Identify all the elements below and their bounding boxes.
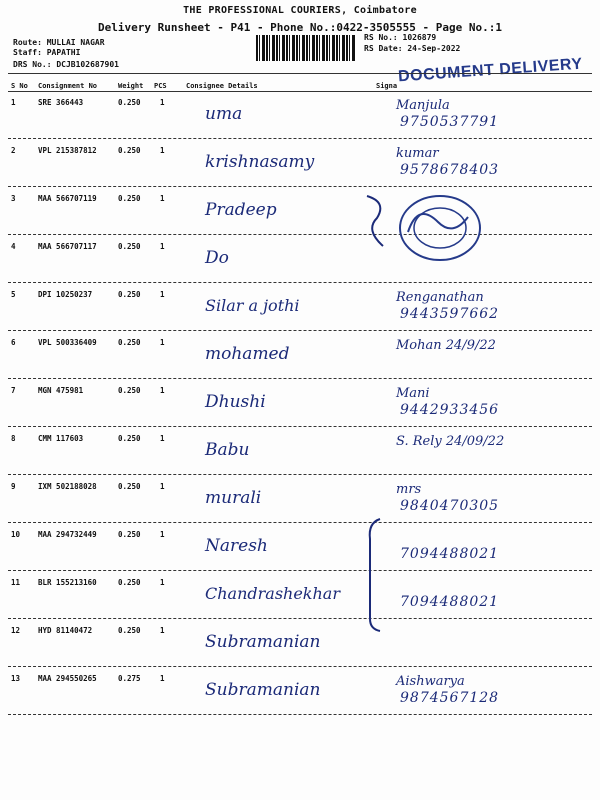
row-sno: 11 [11, 578, 21, 587]
row-signature: Mani [396, 386, 430, 401]
row-consignment: CMM 117603 [38, 434, 84, 443]
row-phone: 9442933456 [400, 402, 500, 418]
row-consignee-handwritten: Do [205, 248, 229, 268]
row-consignment: BLR 155213160 [38, 578, 97, 587]
row-consignee-handwritten: uma [205, 104, 243, 124]
row-consignment: MAA 566707119 [38, 194, 97, 203]
row-consignment: IXM 502188028 [38, 482, 97, 491]
row-sno: 13 [11, 674, 21, 683]
row-phone: 7094488021 [400, 546, 500, 562]
row-phone: 9840470305 [400, 498, 500, 514]
row-phone: 9750537791 [400, 114, 500, 130]
row-sno: 1 [11, 98, 16, 107]
row-separator [8, 426, 592, 427]
row-sno: 3 [11, 194, 16, 203]
column-weight: Weight [118, 82, 144, 90]
row-pcs: 1 [160, 146, 165, 155]
row-consignee-handwritten: Pradeep [205, 200, 277, 220]
row-consignee-handwritten: Naresh [205, 536, 268, 556]
bracket-mark [355, 192, 395, 250]
staff-label: Staff: PAPATHI [13, 48, 81, 57]
row-sno: 2 [11, 146, 16, 155]
row-signature: Manjula [396, 98, 450, 113]
row-weight: 0.250 [118, 146, 141, 155]
row-weight: 0.275 [118, 674, 141, 683]
row-weight: 0.250 [118, 290, 141, 299]
row-signature: kumar [396, 146, 439, 161]
row-consignment: MAA 566707117 [38, 242, 97, 251]
row-pcs: 1 [160, 434, 165, 443]
row-pcs: 1 [160, 386, 165, 395]
row-sno: 7 [11, 386, 16, 395]
company-title: THE PROFESSIONAL COURIERS, Coimbatore [183, 5, 417, 16]
row-consignee-handwritten: Chandrashekhar [205, 584, 340, 603]
row-pcs: 1 [160, 578, 165, 587]
rs-number: RS No.: 1026879 [364, 33, 437, 42]
row-signature: S. Rely 24/09/22 [396, 434, 505, 449]
row-pcs: 1 [160, 530, 165, 539]
row-sno: 8 [11, 434, 16, 443]
row-pcs: 1 [160, 242, 165, 251]
row-sno: 10 [11, 530, 21, 539]
row-pcs: 1 [160, 98, 165, 107]
row-signature: Renganathan [396, 290, 484, 305]
row-separator [8, 570, 592, 571]
row-pcs: 1 [160, 482, 165, 491]
row-consignee-handwritten: Silar a jothi [205, 296, 300, 315]
column-consignee: Consignee Details [186, 82, 258, 90]
row-pcs: 1 [160, 338, 165, 347]
column-signature: Signa [376, 82, 398, 90]
row-weight: 0.250 [118, 482, 141, 491]
route-label: Route: MULLAI NAGAR [13, 38, 105, 47]
row-pcs: 1 [160, 290, 165, 299]
column-pcs: PCS [154, 82, 167, 90]
row-consignment: MGN 475981 [38, 386, 84, 395]
row-consignee-handwritten: Subramanian [205, 632, 321, 652]
row-sno: 12 [11, 626, 21, 635]
row-separator [8, 618, 592, 619]
row-consignee-handwritten: murali [205, 488, 262, 508]
row-signature: Aishwarya [396, 674, 465, 689]
header-top-rule [8, 73, 592, 74]
row-phone: 9578678403 [400, 162, 500, 178]
row-consignee-handwritten: Subramanian [205, 680, 321, 700]
row-phone: 9443597662 [400, 306, 500, 322]
row-separator [8, 330, 592, 331]
header-bottom-rule [8, 91, 592, 92]
row-consignee-handwritten: Babu [205, 440, 250, 460]
row-separator [8, 378, 592, 379]
row-pcs: 1 [160, 674, 165, 683]
rs-date: RS Date: 24-Sep-2022 [364, 44, 461, 53]
row-separator [8, 714, 592, 715]
barcode [256, 35, 356, 61]
row-weight: 0.250 [118, 530, 141, 539]
row-separator [8, 474, 592, 475]
document-delivery-stamp: DOCUMENT DELIVERY [397, 55, 584, 86]
row-separator [8, 666, 592, 667]
row-weight: 0.250 [118, 194, 141, 203]
company-seal [388, 192, 488, 262]
drs-label: DRS No.: DCJB102687901 [13, 60, 119, 69]
row-separator [8, 234, 592, 235]
row-weight: 0.250 [118, 578, 141, 587]
row-weight: 0.250 [118, 626, 141, 635]
row-consignee-handwritten: Dhushi [205, 392, 266, 412]
row-signature: mrs [396, 482, 422, 497]
row-sno: 4 [11, 242, 16, 251]
row-signature: Mohan 24/9/22 [396, 338, 496, 353]
row-consignment: MAA 294550265 [38, 674, 97, 683]
row-sno: 5 [11, 290, 16, 299]
row-weight: 0.250 [118, 242, 141, 251]
row-separator [8, 282, 592, 283]
runsheet-title: Delivery Runsheet - P41 - Phone No.:0422-3505555 - Page No.:1 [98, 21, 502, 34]
row-consignment: VPL 500336409 [38, 338, 97, 347]
group-bracket [360, 515, 390, 635]
row-separator [8, 186, 592, 187]
row-consignee-handwritten: mohamed [205, 344, 290, 364]
row-phone: 7094488021 [400, 594, 500, 610]
row-consignment: DPI 10250237 [38, 290, 93, 299]
row-weight: 0.250 [118, 386, 141, 395]
column-consignment: Consignment No [38, 82, 98, 90]
row-weight: 0.250 [118, 98, 141, 107]
row-consignment: HYD 81140472 [38, 626, 93, 635]
row-separator [8, 138, 592, 139]
row-consignment: VPL 215387812 [38, 146, 97, 155]
row-consignment: SRE 366443 [38, 98, 84, 107]
row-phone: 9874567128 [400, 690, 500, 706]
row-weight: 0.250 [118, 338, 141, 347]
row-pcs: 1 [160, 194, 165, 203]
row-separator [8, 522, 592, 523]
row-sno: 9 [11, 482, 16, 491]
row-pcs: 1 [160, 626, 165, 635]
row-consignee-handwritten: krishnasamy [205, 152, 315, 172]
row-weight: 0.250 [118, 434, 141, 443]
column-sno: S No [11, 82, 28, 90]
row-consignment: MAA 294732449 [38, 530, 97, 539]
row-sno: 6 [11, 338, 16, 347]
